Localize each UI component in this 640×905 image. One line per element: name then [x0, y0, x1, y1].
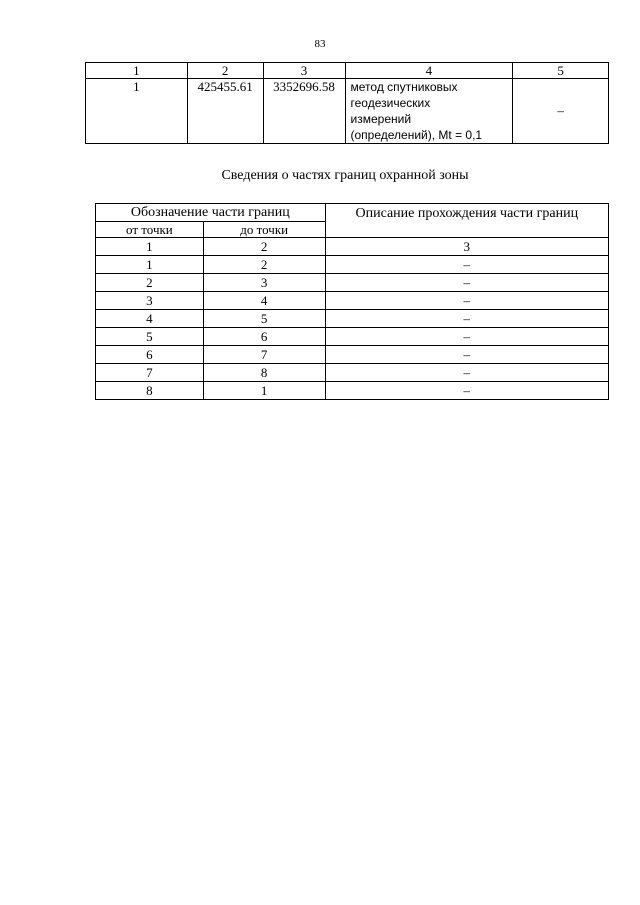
- method-line: измерений: [350, 112, 412, 126]
- description-cell: 3: [325, 238, 608, 256]
- method-line: геодезических: [350, 96, 431, 110]
- to-point-cell: 8: [203, 364, 325, 382]
- method-line: (определений), Mt = 0,1: [350, 128, 483, 142]
- from-point-cell: 1: [96, 238, 204, 256]
- to-point-cell: 7: [203, 346, 325, 364]
- table-row: [96, 310, 609, 328]
- to-point-cell: 5: [203, 310, 325, 328]
- header-cell: 2: [187, 63, 263, 79]
- from-point-cell: 7: [96, 364, 204, 382]
- to-point-cell: 1: [203, 382, 325, 400]
- table-header-row: [86, 63, 609, 79]
- table-body: [96, 238, 609, 400]
- description-cell: –: [325, 274, 608, 292]
- from-point-header: от точки: [96, 222, 204, 238]
- table-row: [96, 238, 609, 256]
- table-row: [96, 364, 609, 382]
- description-cell: –: [325, 382, 608, 400]
- x-coordinate-cell: 425455.61: [187, 79, 263, 144]
- table-row: [96, 274, 609, 292]
- table-header-row: [96, 204, 609, 222]
- table-row: [96, 328, 609, 346]
- point-number-cell: 1: [86, 79, 188, 144]
- section-title: Сведения о частях границ охранной зоны: [221, 168, 469, 183]
- header-cell: 3: [263, 63, 345, 79]
- to-point-cell: 2: [203, 238, 325, 256]
- boundary-description-header: Описание прохождения части границ: [325, 204, 608, 238]
- page-number: 83: [314, 38, 326, 50]
- header-cell: 1: [86, 63, 188, 79]
- description-cell: –: [325, 364, 608, 382]
- table-row: [96, 346, 609, 364]
- from-point-cell: 8: [96, 382, 204, 400]
- description-cell: –: [325, 310, 608, 328]
- description-cell: –: [325, 292, 608, 310]
- method-cell: [345, 79, 513, 144]
- to-point-cell: 6: [203, 328, 325, 346]
- to-point-cell: 2: [203, 256, 325, 274]
- from-point-cell: 4: [96, 310, 204, 328]
- from-point-cell: 5: [96, 328, 204, 346]
- description-cell: –: [513, 79, 609, 144]
- to-point-cell: 3: [203, 274, 325, 292]
- header-cell: 5: [513, 63, 609, 79]
- table-row: [96, 256, 609, 274]
- description-cell: –: [325, 328, 608, 346]
- to-point-header: до точки: [203, 222, 325, 238]
- from-point-cell: 1: [96, 256, 204, 274]
- coordinates-table: [85, 62, 609, 144]
- boundary-designation-header: Обозначение части границ: [96, 204, 326, 222]
- description-cell: –: [325, 256, 608, 274]
- table-row: [96, 382, 609, 400]
- boundary-parts-table: [95, 203, 609, 400]
- from-point-cell: 2: [96, 274, 204, 292]
- from-point-cell: 3: [96, 292, 204, 310]
- table-row: [96, 292, 609, 310]
- to-point-cell: 4: [203, 292, 325, 310]
- method-line: метод спутниковых: [350, 80, 458, 94]
- from-point-cell: 6: [96, 346, 204, 364]
- y-coordinate-cell: 3352696.58: [263, 79, 345, 144]
- table-row: [86, 79, 609, 144]
- header-cell: 4: [345, 63, 513, 79]
- description-cell: –: [325, 346, 608, 364]
